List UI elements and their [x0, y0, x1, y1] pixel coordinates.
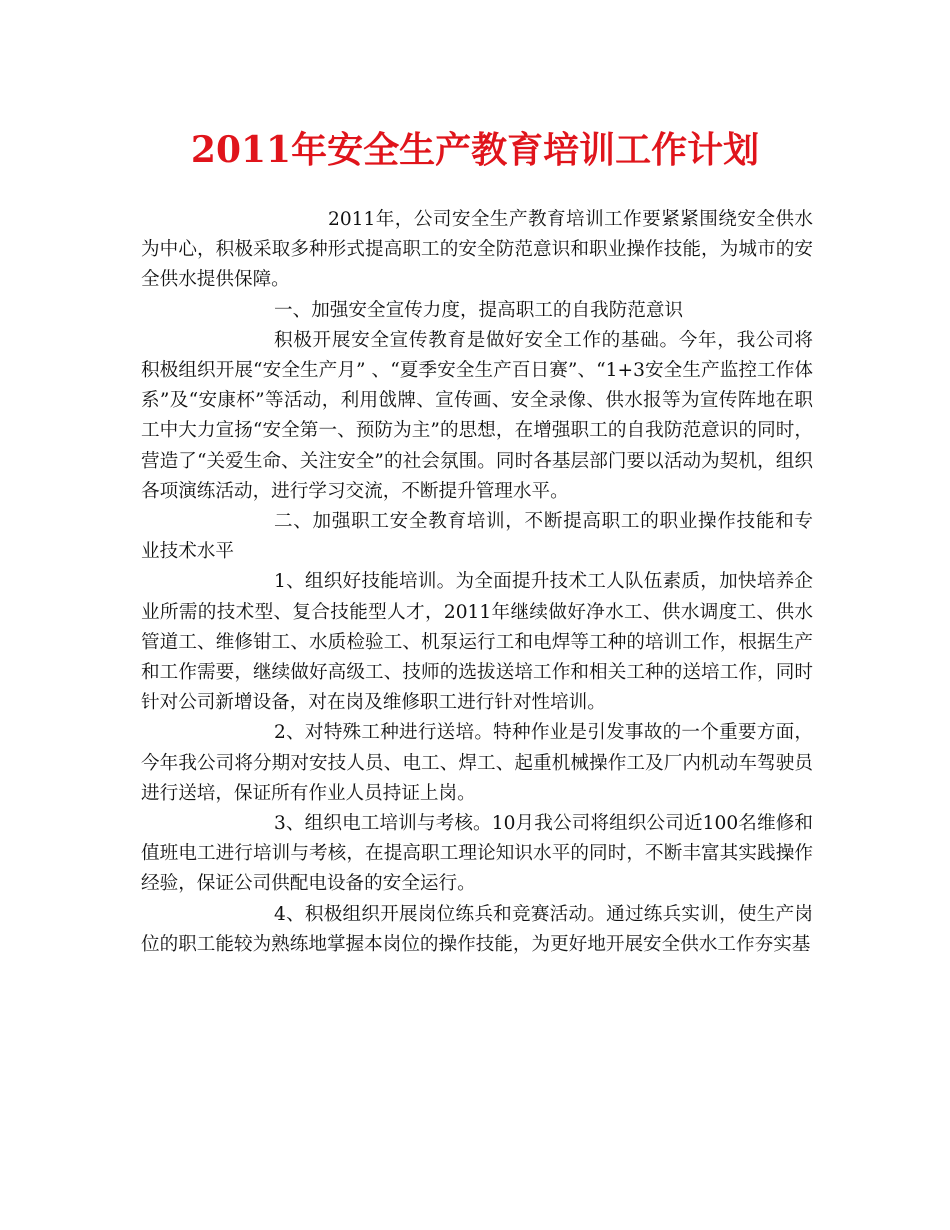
- section-heading-1: 一、加强安全宣传力度，提高职工的自我防范意识: [274, 299, 684, 321]
- section-heading-2: 二、加强职工安全教育培训，不断提高职工的职业操作技能和专业技术水平: [141, 511, 813, 563]
- paragraph-intro: 2011年，公司安全生产教育培训工作要紧紧围绕安全供水为中心，积极采取多种形式提高职工的安全防范意识和职业操作技能，为城市的安全供水提供保障。: [141, 209, 813, 291]
- paragraph-item-4: 4、积极组织开展岗位练兵和竞赛活动。通过练兵实训，使生产岗位的职工能较为熟练地掌握本岗位的操作技能，为更好地开展安全供水工作夯实基: [141, 903, 813, 955]
- paragraph-item-1: 1、组织好技能培训。为全面提升技术工人队伍素质，加快培养企业所需的技术型、复合技能型人才，2011年继续做好净水工、供水调度工、供水管道工、维修钳工、水质检验工、机泵运行工和电焊等工种的培训工作，根据生产和工作需要，继续做好高级工、技师的选拔送培工作和相关工种的送培工作，同时针对公司新增设备，对在岗及维修职工进行针对性培训。: [141, 571, 813, 714]
- document-body: [141, 205, 813, 960]
- paragraph-item-2: 2、对特殊工种进行送培。特种作业是引发事故的一个重要方面，今年我公司将分期对安技人员、电工、焊工、起重机械操作工及厂内机动车驾驶员进行送培，保证所有作业人员持证上岗。: [141, 722, 813, 804]
- paragraph-item-3: 3、组织电工培训与考核。10月我公司将组织公司近100名维修和值班电工进行培训与考核，在提高职工理论知识水平的同时，不断丰富其实践操作经验，保证公司供配电设备的安全运行。: [141, 813, 813, 895]
- document-title: 2011年安全生产教育培训工作计划: [190, 129, 760, 171]
- paragraph-section-1: 积极开展安全宣传教育是做好安全工作的基础。今年，我公司将积极组织开展“安全生产月” 、“夏季安全生产百日赛”、“1+3安全生产监控工作体系”及“安康杯”等活动，利用戗牌、宣传画、安全录像、供水报等为宣传阵地在职工中大力宣扬“安全第一、预防为主”的思想，在增强职工的自我防范意识的同时，营造了“关爱生命、关注安全”的社会氛围。同时各基层部门要以活动为契机，组织各项演练活动，进行学习交流，不断提升管理水平。: [141, 329, 813, 502]
